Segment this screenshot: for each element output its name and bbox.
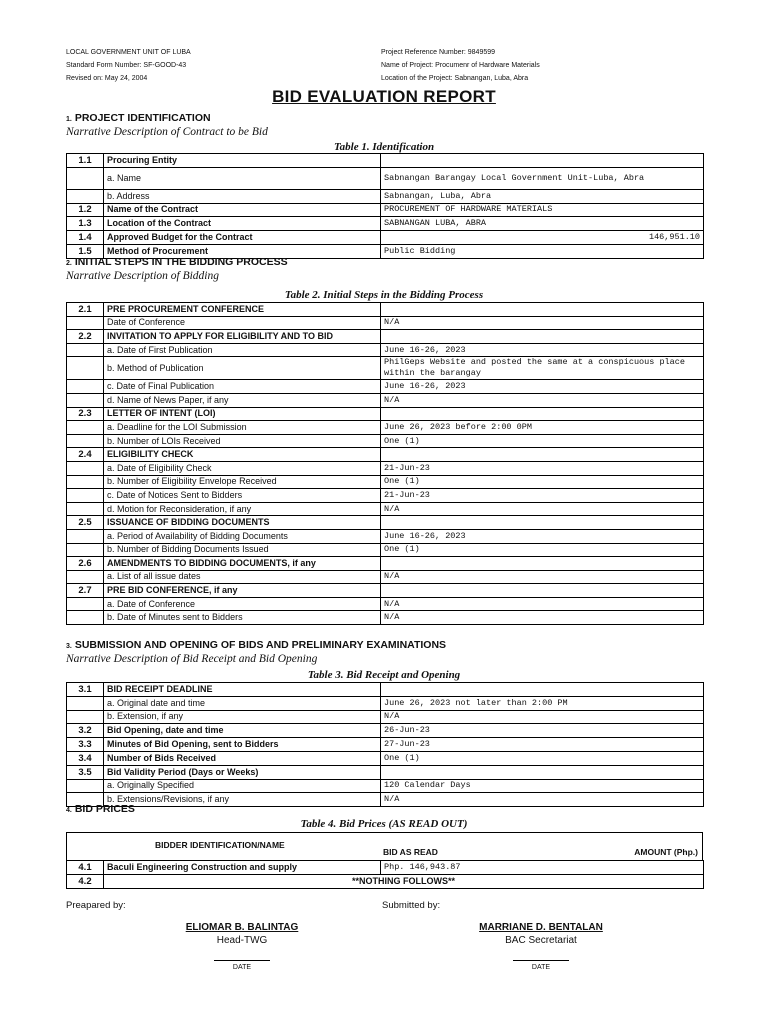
table-row <box>67 710 704 724</box>
section-1-narrative: Narrative Description of Contract to be Bid <box>66 126 268 138</box>
row-number <box>67 779 104 793</box>
row-label: c. Date of Final Publication <box>104 380 381 394</box>
row-label: PRE PROCUREMENT CONFERENCE <box>104 303 381 317</box>
section-2-number: 2. <box>66 260 72 267</box>
row-value: June 26, 2023 not later than 2:00 PM <box>381 696 704 710</box>
table-1-caption: Table 1. Identification <box>333 141 435 153</box>
row-number <box>67 461 104 475</box>
table-row <box>67 584 704 598</box>
table-row <box>67 407 704 421</box>
table-row <box>67 167 704 189</box>
row-value <box>381 330 704 344</box>
row-label: Approved Budget for the Contract <box>104 231 381 245</box>
row-label: b. Extension, if any <box>104 710 381 724</box>
section-4-number: 4. <box>66 807 72 814</box>
header-project-ref: Project Reference Number: 9849599 <box>381 49 496 56</box>
row-value <box>381 407 704 421</box>
row-label: a. Date of First Publication <box>104 343 381 357</box>
table-row <box>67 557 704 571</box>
row-value <box>381 584 704 598</box>
row-label: a. Period of Availability of Bidding Documents <box>104 529 381 543</box>
section-3-title: SUBMISSION AND OPENING OF BIDS AND PRELIMINARY EXAMINATIONS <box>74 639 447 651</box>
submitted-by-role: BAC Secretariat <box>505 935 577 946</box>
header-project-name: Name of Project: Procumenr of Hardware Materials <box>381 62 540 69</box>
page-title: BID EVALUATION REPORT <box>272 87 496 106</box>
table-row <box>67 189 704 203</box>
row-label: b. Extensions/Revisions, if any <box>104 793 381 807</box>
row-value: 146,951.10 <box>381 231 704 245</box>
row-label: Bid Opening, date and time <box>104 724 381 738</box>
table-row <box>67 448 704 462</box>
prepared-by-role: Head-TWG <box>216 935 268 946</box>
row-value: PhilGeps Website and posted the same at a conspicuous place within the barangay <box>381 357 704 380</box>
nothing-follows-note: **NOTHING FOLLOWS** <box>104 874 704 888</box>
section-3-heading <box>66 639 446 651</box>
section-1-number: 1. <box>66 116 72 123</box>
row-value: June 26, 2023 before 2:00 0PM <box>381 421 704 435</box>
section-3-number: 3. <box>66 643 72 650</box>
row-number: 3.5 <box>67 765 104 779</box>
row-label: Procuring Entity <box>104 154 381 168</box>
row-label: b. Method of Publication <box>104 357 381 380</box>
bidder-name: Baculi Engineering Construction and supply <box>104 861 381 875</box>
row-number: 3.1 <box>67 683 104 697</box>
table-4-bid-prices <box>66 860 704 889</box>
row-value <box>381 765 704 779</box>
table-row <box>67 683 704 697</box>
row-value: N/A <box>381 393 704 407</box>
row-number <box>67 434 104 448</box>
row-value: 27-Jun-23 <box>381 738 704 752</box>
table-row <box>67 343 704 357</box>
section-4-title: BID PRICES <box>74 803 135 815</box>
row-number: 2.1 <box>67 303 104 317</box>
row-label: AMENDMENTS TO BIDDING DOCUMENTS, if any <box>104 557 381 571</box>
section-2-heading <box>66 256 288 268</box>
row-number: 1.3 <box>67 217 104 231</box>
section-2-title: INITIAL STEPS IN THE BIDDING PROCESS <box>74 256 288 268</box>
row-label: c. Date of Notices Sent to Bidders <box>104 489 381 503</box>
table-row <box>67 861 704 875</box>
table-row <box>67 751 704 765</box>
row-label: a. Date of Conference <box>104 597 381 611</box>
table-row <box>67 779 704 793</box>
row-label: INVITATION TO APPLY FOR ELIGIBILITY AND TO BID <box>104 330 381 344</box>
row-value: 21-Jun-23 <box>381 461 704 475</box>
row-number: 3.3 <box>67 738 104 752</box>
row-number <box>67 475 104 489</box>
table-row <box>67 724 704 738</box>
section-2-narrative: Narrative Description of Bidding <box>66 270 220 282</box>
row-value: N/A <box>381 502 704 516</box>
row-value: One (1) <box>381 475 704 489</box>
row-label: a. Date of Eligibility Check <box>104 461 381 475</box>
row-number <box>67 489 104 503</box>
row-label: b. Date of Minutes sent to Bidders <box>104 611 381 625</box>
row-value <box>381 516 704 530</box>
row-value: Sabnangan, Luba, Abra <box>381 189 704 203</box>
table-row <box>67 380 704 394</box>
table-1-identification <box>66 153 704 259</box>
row-label: a. Original date and time <box>104 696 381 710</box>
row-number <box>67 316 104 330</box>
section-4-heading <box>66 803 135 815</box>
table-row <box>67 330 704 344</box>
table-row <box>67 316 704 330</box>
row-value: SABNANGAN LUBA, ABRA <box>381 217 704 231</box>
row-value <box>381 557 704 571</box>
row-number: 4.2 <box>67 874 104 888</box>
table-row <box>67 154 704 168</box>
row-number: 2.3 <box>67 407 104 421</box>
row-number <box>67 393 104 407</box>
row-number <box>67 167 104 189</box>
table-row <box>67 570 704 584</box>
row-number: 1.5 <box>67 244 104 258</box>
row-number: 2.6 <box>67 557 104 571</box>
table-4-header <box>66 832 703 860</box>
table-row <box>67 738 704 752</box>
row-value: N/A <box>381 316 704 330</box>
row-label: d. Name of News Paper, if any <box>104 393 381 407</box>
row-value <box>381 683 704 697</box>
row-number: 2.7 <box>67 584 104 598</box>
table-3-bid-receipt <box>66 682 704 807</box>
row-label: a. Deadline for the LOI Submission <box>104 421 381 435</box>
row-number <box>67 710 104 724</box>
row-number <box>67 696 104 710</box>
table-2-initial-steps <box>66 302 704 625</box>
row-value <box>381 303 704 317</box>
bid-amount: Php. 146,943.87 <box>381 861 704 875</box>
row-label: BID RECEIPT DEADLINE <box>104 683 381 697</box>
table-row <box>67 502 704 516</box>
row-value: N/A <box>381 611 704 625</box>
row-value: PROCUREMENT OF HARDWARE MATERIALS <box>381 203 704 217</box>
table-row <box>67 357 704 380</box>
row-label: ELIGIBILITY CHECK <box>104 448 381 462</box>
column-bidder-identification: BIDDER IDENTIFICATION/NAME <box>155 840 285 850</box>
row-number: 1.2 <box>67 203 104 217</box>
table-3-caption: Table 3. Bid Receipt and Opening <box>307 669 461 681</box>
column-amount: AMOUNT (Php.) <box>634 847 698 857</box>
table-row <box>67 203 704 217</box>
row-number <box>67 189 104 203</box>
table-2-caption: Table 2. Initial Steps in the Bidding Process <box>284 289 484 301</box>
section-1-title: PROJECT IDENTIFICATION <box>74 112 211 124</box>
header-project-location: Location of the Project: Sabnangan, Luba, Abra <box>381 75 529 82</box>
row-number <box>67 357 104 380</box>
row-label: Location of the Contract <box>104 217 381 231</box>
table-row <box>67 217 704 231</box>
table-4-caption: Table 4. Bid Prices (AS READ OUT) <box>300 818 468 830</box>
header-revised: Revised on: May 24, 2004 <box>66 75 148 82</box>
table-row <box>67 793 704 807</box>
row-number <box>67 570 104 584</box>
row-label: b. Number of Eligibility Envelope Received <box>104 475 381 489</box>
row-number: 3.4 <box>67 751 104 765</box>
prepared-by-label: Preapared by: <box>66 900 126 911</box>
section-1-heading <box>66 112 211 124</box>
submitted-date-label: DATE <box>531 964 551 971</box>
row-value: Public Bidding <box>381 244 704 258</box>
section-3-narrative: Narrative Description of Bid Receipt and Bid Opening <box>66 653 318 665</box>
row-value <box>381 154 704 168</box>
table-row <box>67 516 704 530</box>
row-value: Sabnangan Barangay Local Government Unit-Luba, Abra <box>381 167 704 189</box>
row-value: N/A <box>381 710 704 724</box>
row-number: 4.1 <box>67 861 104 875</box>
table-row <box>67 611 704 625</box>
submitted-date-line <box>513 960 569 961</box>
row-label: Method of Procurement <box>104 244 381 258</box>
table-row <box>67 543 704 557</box>
row-label: Date of Conference <box>104 316 381 330</box>
row-value: N/A <box>381 597 704 611</box>
row-label: d. Motion for Reconsideration, if any <box>104 502 381 516</box>
row-value: June 16-26, 2023 <box>381 343 704 357</box>
row-label: b. Address <box>104 189 381 203</box>
table-row <box>67 696 704 710</box>
header-lgu: LOCAL GOVERNMENT UNIT OF LUBA <box>66 49 191 56</box>
row-number: 1.4 <box>67 231 104 245</box>
submitted-by-label: Submitted by: <box>382 900 441 911</box>
table-row <box>67 765 704 779</box>
row-value: 120 Calendar Days <box>381 779 704 793</box>
row-number: 2.2 <box>67 330 104 344</box>
prepared-by-name: ELIOMAR B. BALINTAG <box>185 922 299 933</box>
row-number <box>67 529 104 543</box>
table-row <box>67 529 704 543</box>
table-row <box>67 421 704 435</box>
row-label: b. Number of LOIs Received <box>104 434 381 448</box>
prepared-date-line <box>214 960 270 961</box>
row-label: a. Name <box>104 167 381 189</box>
table-row <box>67 461 704 475</box>
header-form-number: Standard Form Number: SF-GOOD-43 <box>66 62 187 69</box>
table-row <box>67 303 704 317</box>
row-number: 1.1 <box>67 154 104 168</box>
header-left-block <box>66 46 366 85</box>
row-value: June 16-26, 2023 <box>381 380 704 394</box>
row-value: One (1) <box>381 543 704 557</box>
row-label: Minutes of Bid Opening, sent to Bidders <box>104 738 381 752</box>
row-label: Number of Bids Received <box>104 751 381 765</box>
row-label: a. List of all issue dates <box>104 570 381 584</box>
table-row <box>67 489 704 503</box>
row-value <box>381 448 704 462</box>
row-label: ISSUANCE OF BIDDING DOCUMENTS <box>104 516 381 530</box>
row-number <box>67 502 104 516</box>
row-number <box>67 421 104 435</box>
row-value: 26-Jun-23 <box>381 724 704 738</box>
row-value: 21-Jun-23 <box>381 489 704 503</box>
row-value: N/A <box>381 570 704 584</box>
row-label: LETTER OF INTENT (LOI) <box>104 407 381 421</box>
row-value: One (1) <box>381 434 704 448</box>
table-row <box>67 475 704 489</box>
row-number <box>67 343 104 357</box>
table-row <box>67 393 704 407</box>
header-right-block <box>381 46 711 85</box>
row-label: b. Number of Bidding Documents Issued <box>104 543 381 557</box>
row-label: a. Originally Specified <box>104 779 381 793</box>
row-number: 3.2 <box>67 724 104 738</box>
table-row <box>67 597 704 611</box>
row-number <box>67 380 104 394</box>
row-value: One (1) <box>381 751 704 765</box>
row-label: PRE BID CONFERENCE, if any <box>104 584 381 598</box>
row-number <box>67 543 104 557</box>
row-label: Name of the Contract <box>104 203 381 217</box>
row-value: June 16-26, 2023 <box>381 529 704 543</box>
row-number <box>67 611 104 625</box>
prepared-date-label: DATE <box>232 964 252 971</box>
row-number: 2.5 <box>67 516 104 530</box>
submitted-by-name: MARRIANE D. BENTALAN <box>479 922 603 933</box>
row-number <box>67 597 104 611</box>
table-row <box>67 231 704 245</box>
column-bid-as-read: BID AS READ <box>383 847 438 857</box>
row-number: 2.4 <box>67 448 104 462</box>
table-row <box>67 874 704 888</box>
row-label: Bid Validity Period (Days or Weeks) <box>104 765 381 779</box>
row-value: N/A <box>381 793 704 807</box>
table-row <box>67 434 704 448</box>
